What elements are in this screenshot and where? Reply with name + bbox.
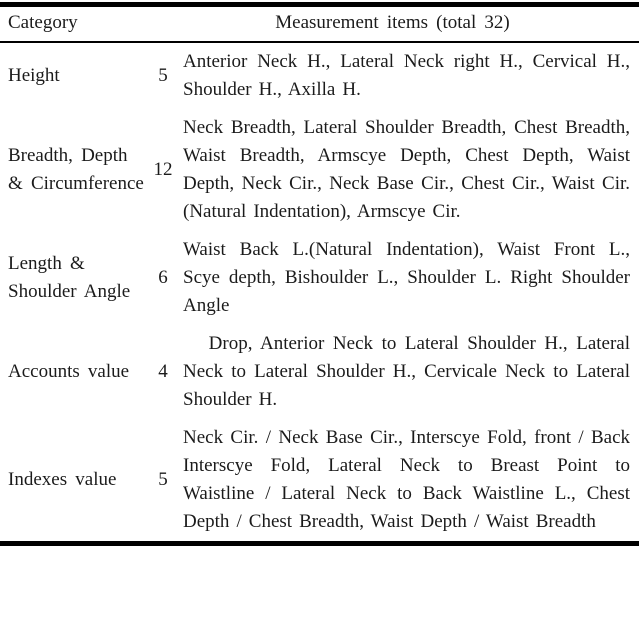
items-cell: Drop, Anterior Neck to Lateral Shoulder H., Lateral Neck to Lateral Shoulder H., Cervicale Neck to Lateral Shoulder H. [183, 333, 631, 410]
column-header-category: Category [0, 5, 146, 43]
table-body [0, 42, 639, 544]
measurement-items-table [0, 2, 639, 546]
table-row-indexes-value [0, 419, 639, 544]
table-row-height [0, 42, 639, 109]
count-cell: 6 [158, 267, 168, 288]
items-cell: Anterior Neck H., Lateral Neck right H., Cervical H., Shoulder H., Axilla H. [183, 51, 631, 100]
items-cell: Neck Cir. / Neck Base Cir., Interscye Fold, front / Back Interscye Fold, Lateral Neck to Breast Point to Waistline / Lateral Neck to Back Waistline L., Chest Depth / Chest Breadth, Waist Depth / Waist Breadth [183, 427, 631, 532]
count-cell: 5 [158, 469, 168, 490]
table-row-accounts-value [0, 325, 639, 419]
category-cell: Indexes value [8, 469, 117, 490]
header-row [0, 5, 639, 43]
table-row-breadth-depth-circumference [0, 109, 639, 231]
category-cell: Breadth, Depth & Circumference [8, 145, 144, 194]
count-cell: 5 [158, 65, 168, 86]
table-header [0, 5, 639, 43]
table-row-length-shoulder-angle [0, 231, 639, 325]
category-cell: Accounts value [8, 361, 130, 382]
items-cell: Neck Breadth, Lateral Shoulder Breadth, Chest Breadth, Waist Breadth, Armscye Depth, Chest Depth, Waist Depth, Neck Cir., Neck Base Cir., Chest Cir., Waist Cir.(Natural Indentation), Armscye Cir. [183, 117, 631, 222]
count-cell: 4 [158, 361, 168, 382]
category-cell: Length & Shoulder Angle [8, 253, 131, 302]
items-cell: Waist Back L.(Natural Indentation), Waist Front L., Scye depth, Bishoulder L., Shoulder L. Right Shoulder Angle [183, 239, 631, 316]
column-header-measurement-items: Measurement items (total 32) [146, 5, 639, 43]
count-cell: 12 [153, 159, 173, 180]
category-cell: Height [8, 65, 60, 86]
